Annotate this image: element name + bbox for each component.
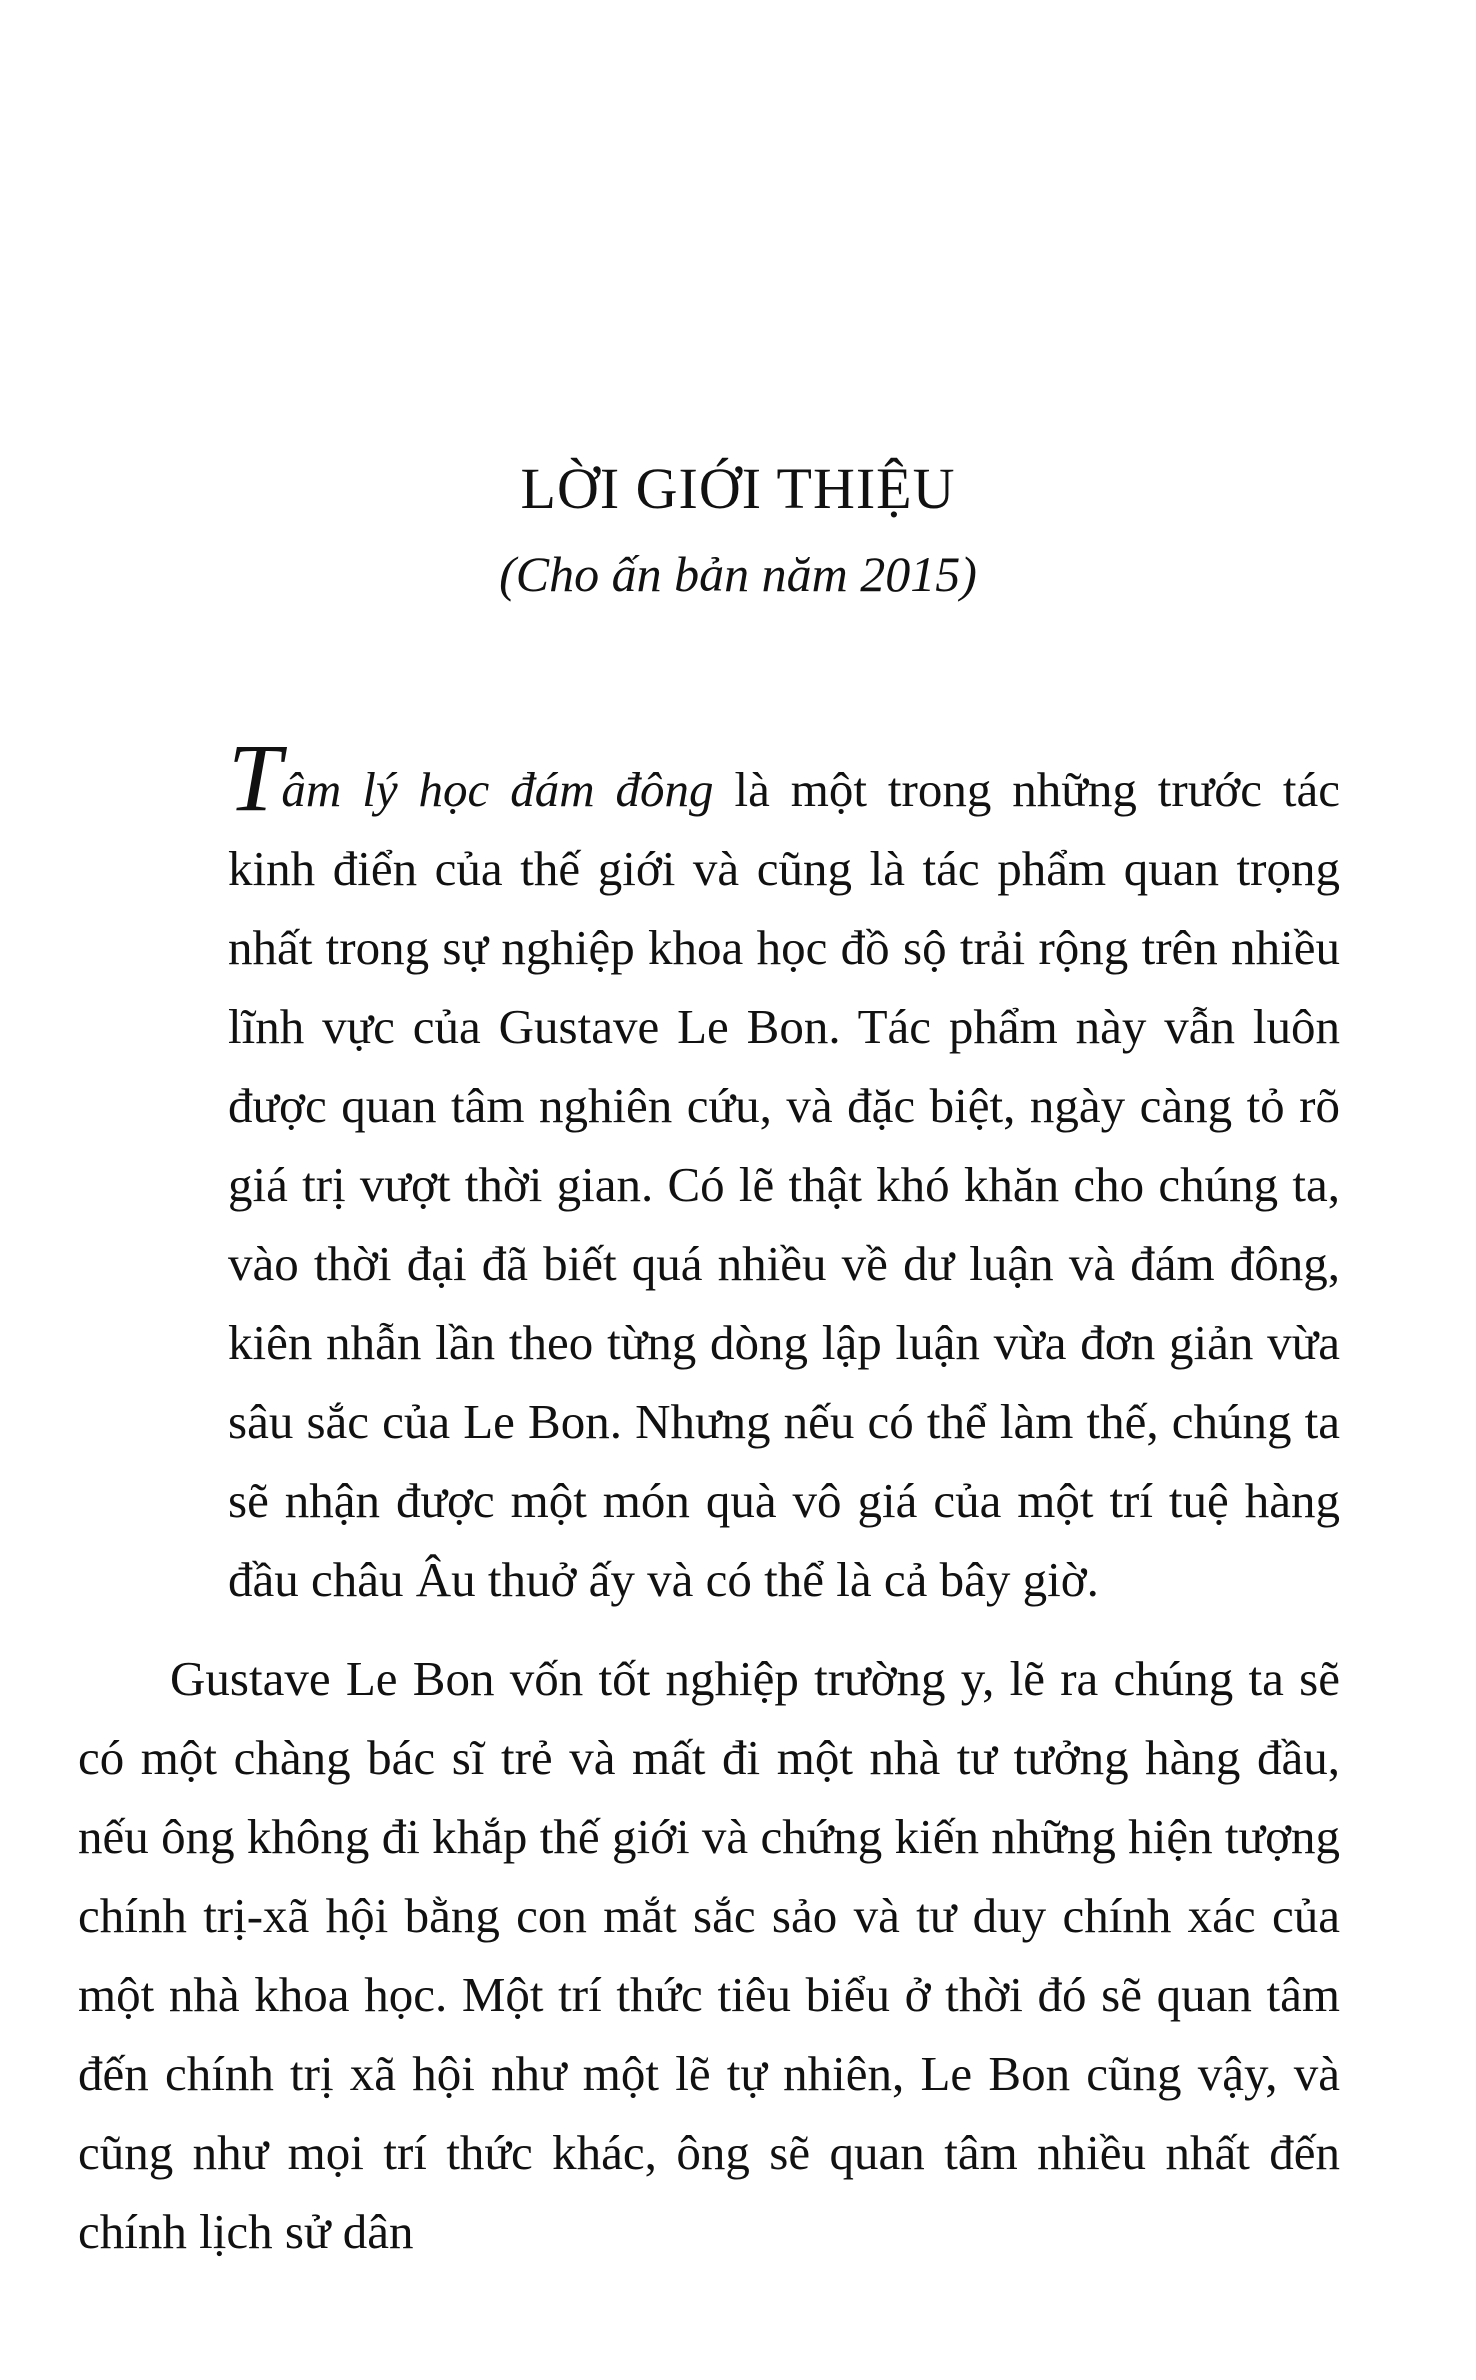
book-title-italic: âm lý học đám đông bbox=[281, 762, 714, 817]
paragraph-1-text: là một trong những trước tác kinh điển của thế giới và cũng là tác phẩm quan trọng nhất trong sự nghiệp khoa học đồ sộ trải rộng trên nhiều lĩnh vực của Gustave Le Bon. Tác phẩm này vẫn luôn được quan tâm nghiên cứu, và đặc biệt, ngày càng tỏ rõ giá trị vượt thời gian. Có lẽ thật khó khăn cho chúng ta, vào thời đại đã biết quá nhiều về dư luận và đám đông, kiên nhẫn lần theo từng dòng lập luận vừa đơn giản vừa sâu sắc của Le Bon. Nhưng nếu có thể làm thế, chúng ta sẽ nhận được một món quà vô giá của một trí tuệ hàng đầu châu Âu thuở ấy và có thể là cả bây giờ. bbox=[228, 762, 1340, 1607]
body-text bbox=[78, 724, 1340, 2271]
paragraph-1 bbox=[78, 724, 1340, 1619]
paragraph-2-text: Gustave Le Bon vốn tốt nghiệp trường y, lẽ ra chúng ta sẽ có một chàng bác sĩ trẻ và mất đi một nhà tư tưởng hàng đầu, nếu ông không đi khắp thế giới và chứng kiến những hiện tượng chính trị-xã hội bằng con mắt sắc sảo và tư duy chính xác của một nhà khoa học. Một trí thức tiêu biểu ở thời đó sẽ quan tâm đến chính trị xã hội như một lẽ tự nhiên, Le Bon cũng vậy, và cũng như mọi trí thức khác, ông sẽ quan tâm nhiều nhất đến chính lịch sử dân bbox=[78, 1651, 1340, 2259]
paragraph-2 bbox=[78, 1639, 1340, 2271]
drop-cap: T bbox=[228, 724, 282, 831]
page-subtitle: (Cho ấn bản năm 2015) bbox=[499, 546, 977, 602]
page-title: LỜI GIỚI THIỆU bbox=[520, 456, 956, 521]
